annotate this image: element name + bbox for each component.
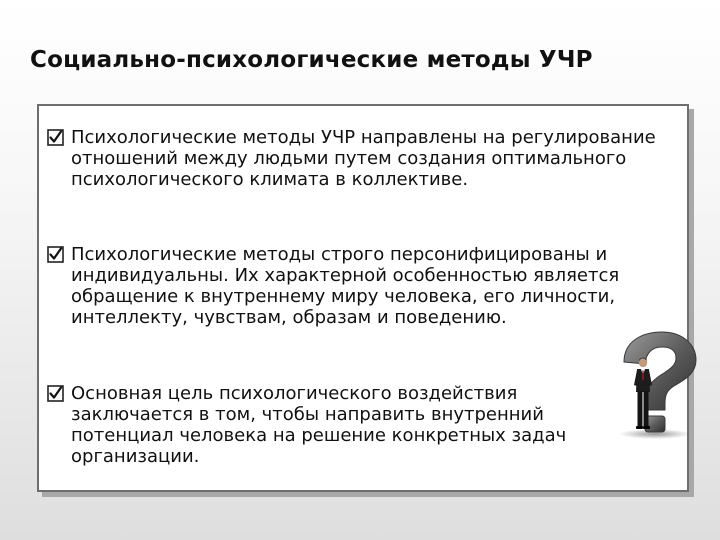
businessman-question-mark-icon xyxy=(610,330,700,440)
checkbox-checked-icon xyxy=(47,129,64,146)
checkbox-checked-icon xyxy=(47,385,64,402)
bullet-item xyxy=(47,383,687,467)
bullet-text: Основная цель психологического воздействия заключается в том, чтобы направить внутренний потенциал человека на решение конкретных задач организации. xyxy=(71,383,567,467)
bullet-text: Психологические методы УЧР направлены на регулирование отношений между людьми путем создания оптимального психологического климата в коллективе. xyxy=(71,127,656,190)
content-box xyxy=(37,104,689,492)
bullet-item xyxy=(47,127,687,190)
bullet-text: Психологические методы строго персонифицированы и индивидуальны. Их характерной особенностью является обращение к внутреннему миру человека, его личности, интеллекту, чувствам, образам и поведению. xyxy=(71,244,620,328)
slide-title: Социально-психологические методы УЧР xyxy=(30,47,593,73)
checkbox-checked-icon xyxy=(47,246,64,263)
bullet-item xyxy=(47,244,687,328)
